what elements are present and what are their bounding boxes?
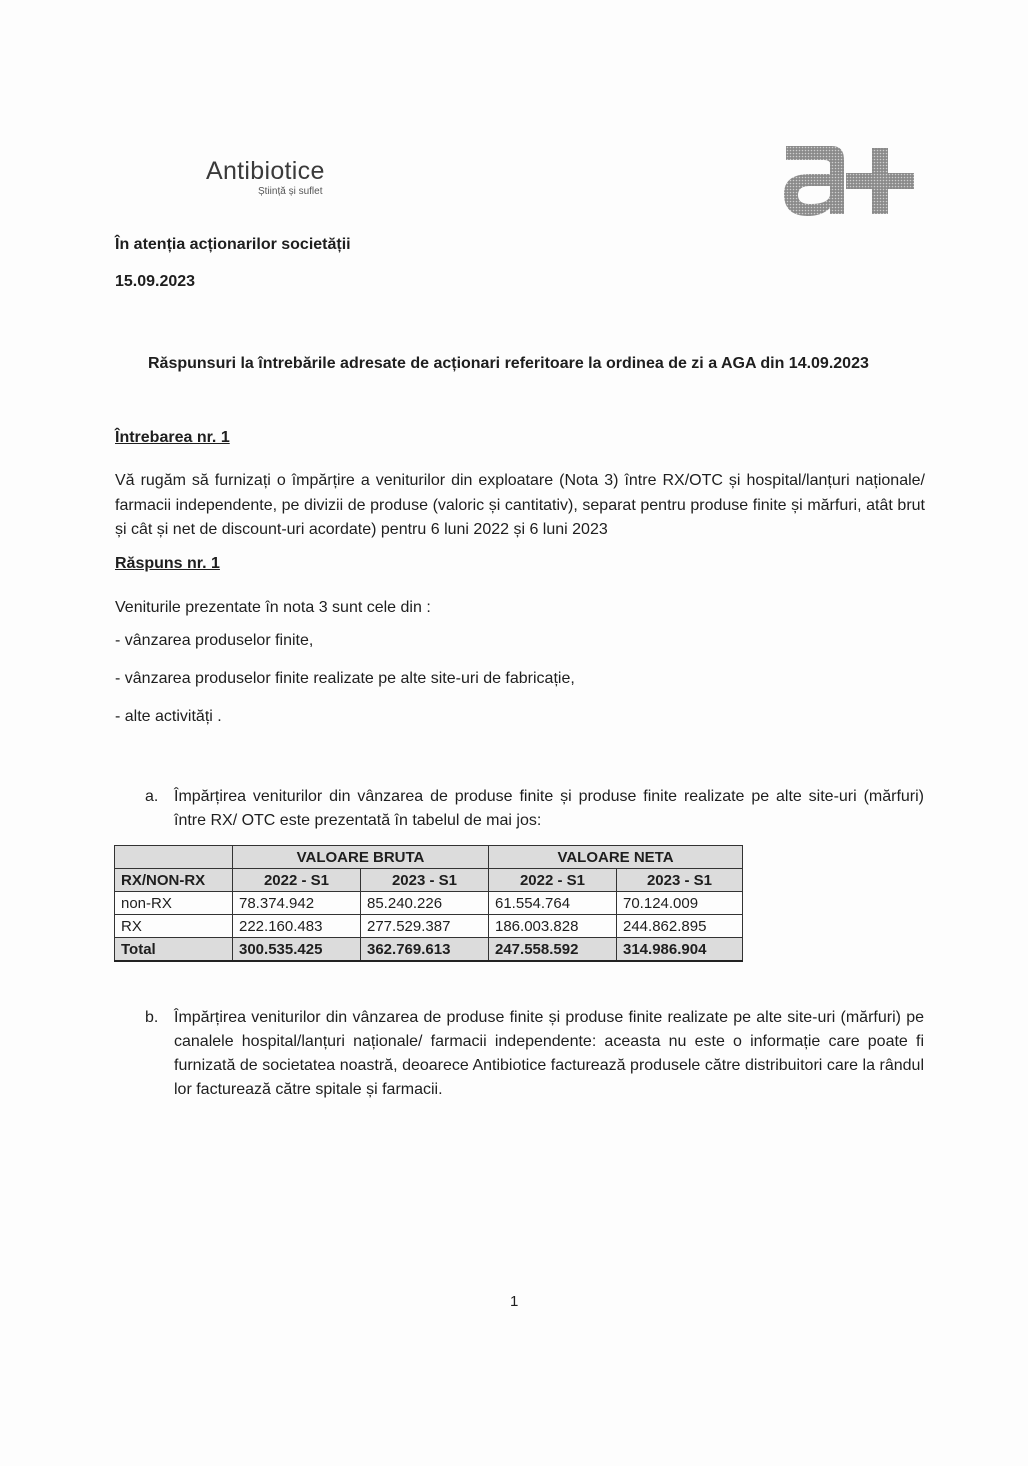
list-marker: a. (145, 788, 159, 805)
table-cell: 300.535.425 (233, 938, 361, 962)
table-cell: 244.862.895 (617, 915, 743, 938)
column-header: 2023 - S1 (361, 869, 489, 892)
table-cell: 85.240.226 (361, 892, 489, 915)
a-plus-logo (780, 140, 915, 218)
document-title: Răspunsuri la întrebările adresate de acționari referitoare la ordinea de zi a AGA din 14.09.2023 (148, 355, 869, 372)
table-cell: 222.160.483 (233, 915, 361, 938)
table-cell: 247.558.592 (489, 938, 617, 962)
document-date: 15.09.2023 (115, 273, 196, 290)
table-header-row (115, 846, 743, 869)
table-cell: 277.529.387 (361, 915, 489, 938)
table-row (115, 892, 743, 915)
company-logo-text (206, 156, 325, 197)
group-header-net: VALOARE NETA (489, 846, 743, 869)
table-corner-cell (115, 846, 233, 869)
question-heading: Întrebarea nr. 1 (115, 429, 230, 446)
bullet-item: - alte activități . (115, 708, 222, 725)
table-cell: 362.769.613 (361, 938, 489, 962)
table-cell: 70.124.009 (617, 892, 743, 915)
list-item-b (145, 1006, 925, 1106)
table-cell: 314.986.904 (617, 938, 743, 962)
group-header-gross: VALOARE BRUTA (233, 846, 489, 869)
table-row (115, 915, 743, 938)
row-header-label: RX/NON-RX (115, 869, 233, 892)
list-item-text: Împărțirea veniturilor din vânzarea de produse finite și produse finite realizate pe alte site-uri (mărfuri) între RX/ OTC este prezentată în tabelul de mai jos: (174, 788, 924, 829)
row-label: RX (115, 915, 233, 938)
table-cell: 186.003.828 (489, 915, 617, 938)
row-label: non-RX (115, 892, 233, 915)
list-item-text: Împărțirea veniturilor din vânzarea de produse finite și produse finite realizate pe alte site-uri (mărfuri) pe canalele hospital/lanțuri naționale/ farmacii independente: aceasta nu este o informație care poate fi furnizată de societatea noastră, deoarece Antibiotice facturează produsele către distribuitori care la rândul lor facturează către spitale și farmacii. (174, 1009, 924, 1098)
column-header: 2022 - S1 (489, 869, 617, 892)
table-subheader-row (115, 869, 743, 892)
table-cell: 78.374.942 (233, 892, 361, 915)
table-total-row (115, 938, 743, 962)
bullet-item: - vânzarea produselor finite, (115, 632, 314, 649)
audience-line: În atenția acționarilor societății (115, 236, 351, 253)
question-text: Vă rugăm să furnizați o împărțire a veniturilor din exploatare (Nota 3) între RX/OTC și hospital/lanțuri naționale/ farmacii independente, pe divizii de produse (valoric și cantitativ), separat pentru produse finite și mărfuri, atât brut și cât și net de discount-uri acordate) pentru 6 luni 2022 și 6 luni 2023 (115, 472, 925, 538)
list-marker: b. (145, 1009, 159, 1026)
answer-intro: Veniturile prezentate în nota 3 sunt cele din : (115, 599, 431, 616)
column-header: 2022 - S1 (233, 869, 361, 892)
column-header: 2023 - S1 (617, 869, 743, 892)
answer-heading: Răspuns nr. 1 (115, 555, 220, 572)
table-cell: 61.554.764 (489, 892, 617, 915)
page-number: 1 (510, 1293, 519, 1310)
brand-name: Antibiotice (206, 157, 325, 185)
bullet-item: - vânzarea produselor finite realizate pe alte site-uri de fabricație, (115, 670, 575, 687)
row-label: Total (115, 938, 233, 962)
list-item-a (145, 785, 925, 835)
revenue-table (114, 845, 743, 962)
brand-tagline: Știință și suflet (258, 186, 323, 197)
